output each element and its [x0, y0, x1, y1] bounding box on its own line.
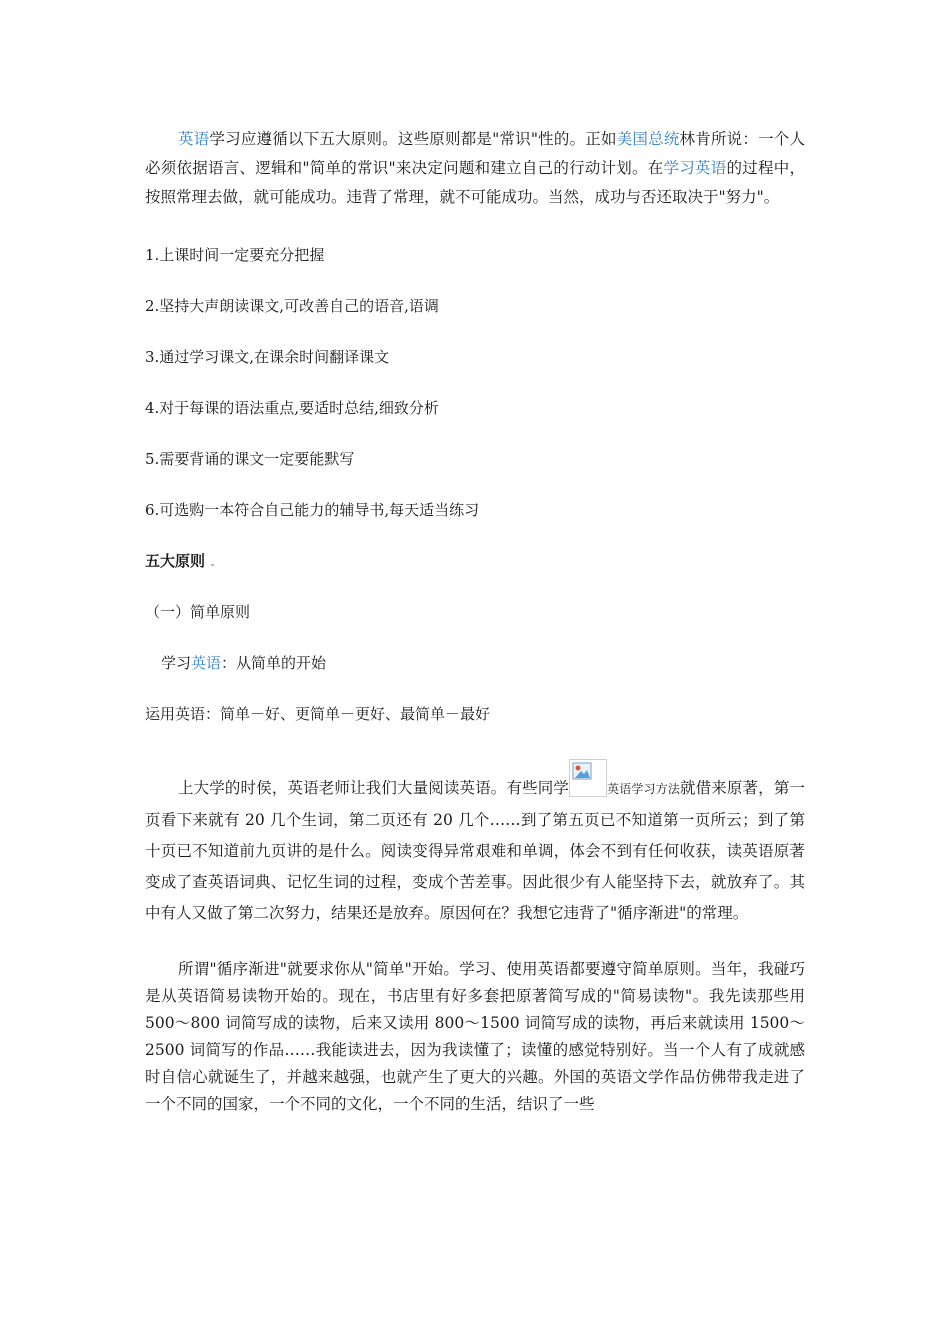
link-learn-english[interactable]: 学习英语: [663, 159, 727, 177]
para1-text-after: 就借来原著，第一页看下来就有 20 几个生词，第二页还有 20 几个……到了第五页已不知道第一页所云；到了第十页已不知道前九页讲的是什么。阅读变得异常艰难和单调，体会不到有任何收获，读英语原著变成了查英语词典、记忆生词的过程，变成个苦差事。因此很少有人能坚持下去，就放弃了。其中有人又做了第二次努力，结果还是放弃。原因何在？我想它违背了"循序渐进"的常理。: [145, 779, 805, 922]
sub-heading: （一）简单原则: [145, 603, 251, 621]
use-line: 运用英语：简单－好、更简单－更好、最简单－最好: [145, 705, 491, 723]
document-page: [145, 125, 805, 1118]
list-item-3: 3.通过学习课文,在课余时间翻译课文: [145, 348, 390, 366]
intro-text-1: 学习应遵循以下五大原则。这些原则都是"常识"性的。正如: [209, 130, 617, 148]
intro-paragraph: [145, 125, 805, 212]
list-item-6: 6.可选购一本符合自己能力的辅导书,每天适当练习: [145, 501, 480, 519]
link-english-2[interactable]: 英语: [191, 654, 222, 672]
para1-text-before: 上大学的时侯，英语老师让我们大量阅读英语。有些同学: [178, 779, 569, 797]
list-item-4: 4.对于每课的语法重点,要适时总结,细致分析: [145, 399, 439, 417]
list-item-2: 2.坚持大声朗读课文,可改善自己的语音,语调: [145, 297, 439, 315]
section-title: 五大原则: [145, 552, 206, 570]
list-item-1: 1.上课时间一定要充分把握: [145, 246, 325, 264]
paragraph-college: [145, 759, 805, 929]
learn-line: [145, 652, 805, 674]
learn-prefix: 学习: [161, 654, 192, 672]
broken-image-icon: [569, 759, 607, 797]
paragraph-gradual: 所谓"循序渐进"就要求你从"简单"开始。学习、使用英语都要遵守简单原则。当年，我碰巧是从英语简易读物开始的。现在，书店里有好多套把原著简写成的"简易读物"。我先读那些用 500～800 词简写成的读物，后来又读用 800～1500 词简写成的读物，再后来就读用 1500～2500 词简写的作品……我能读进去，因为我读懂了；读懂的感觉特别好。当一个人有了成就感时自信心就诞生了，并越来越强，也就产生了更大的兴趣。外国的英语文学作品仿佛带我走进了一个不同的国家，一个不同的文化，一个不同的生活，结识了一些: [145, 960, 805, 1113]
list-item-5: 5.需要背诵的课文一定要能默写: [145, 450, 355, 468]
image-caption: 英语学习方法: [607, 782, 680, 796]
link-us-president[interactable]: 美国总统: [616, 130, 680, 148]
intro-text-2: 林肯所说：一个人必须依据语言、逻辑和"简单的常识"来决定问题和建立自己的行动计划。在: [145, 130, 805, 177]
intro-text-3: 的过程中，按照常理去做，就可能成功。违背了常理，就不可能成功。当然，成功与否还取决于"努力"。: [145, 159, 805, 206]
section-heading: [145, 550, 805, 572]
link-english[interactable]: 英语: [178, 130, 210, 148]
heading-marker: [211, 564, 214, 566]
learn-suffix: ：从简单的开始: [221, 654, 327, 672]
